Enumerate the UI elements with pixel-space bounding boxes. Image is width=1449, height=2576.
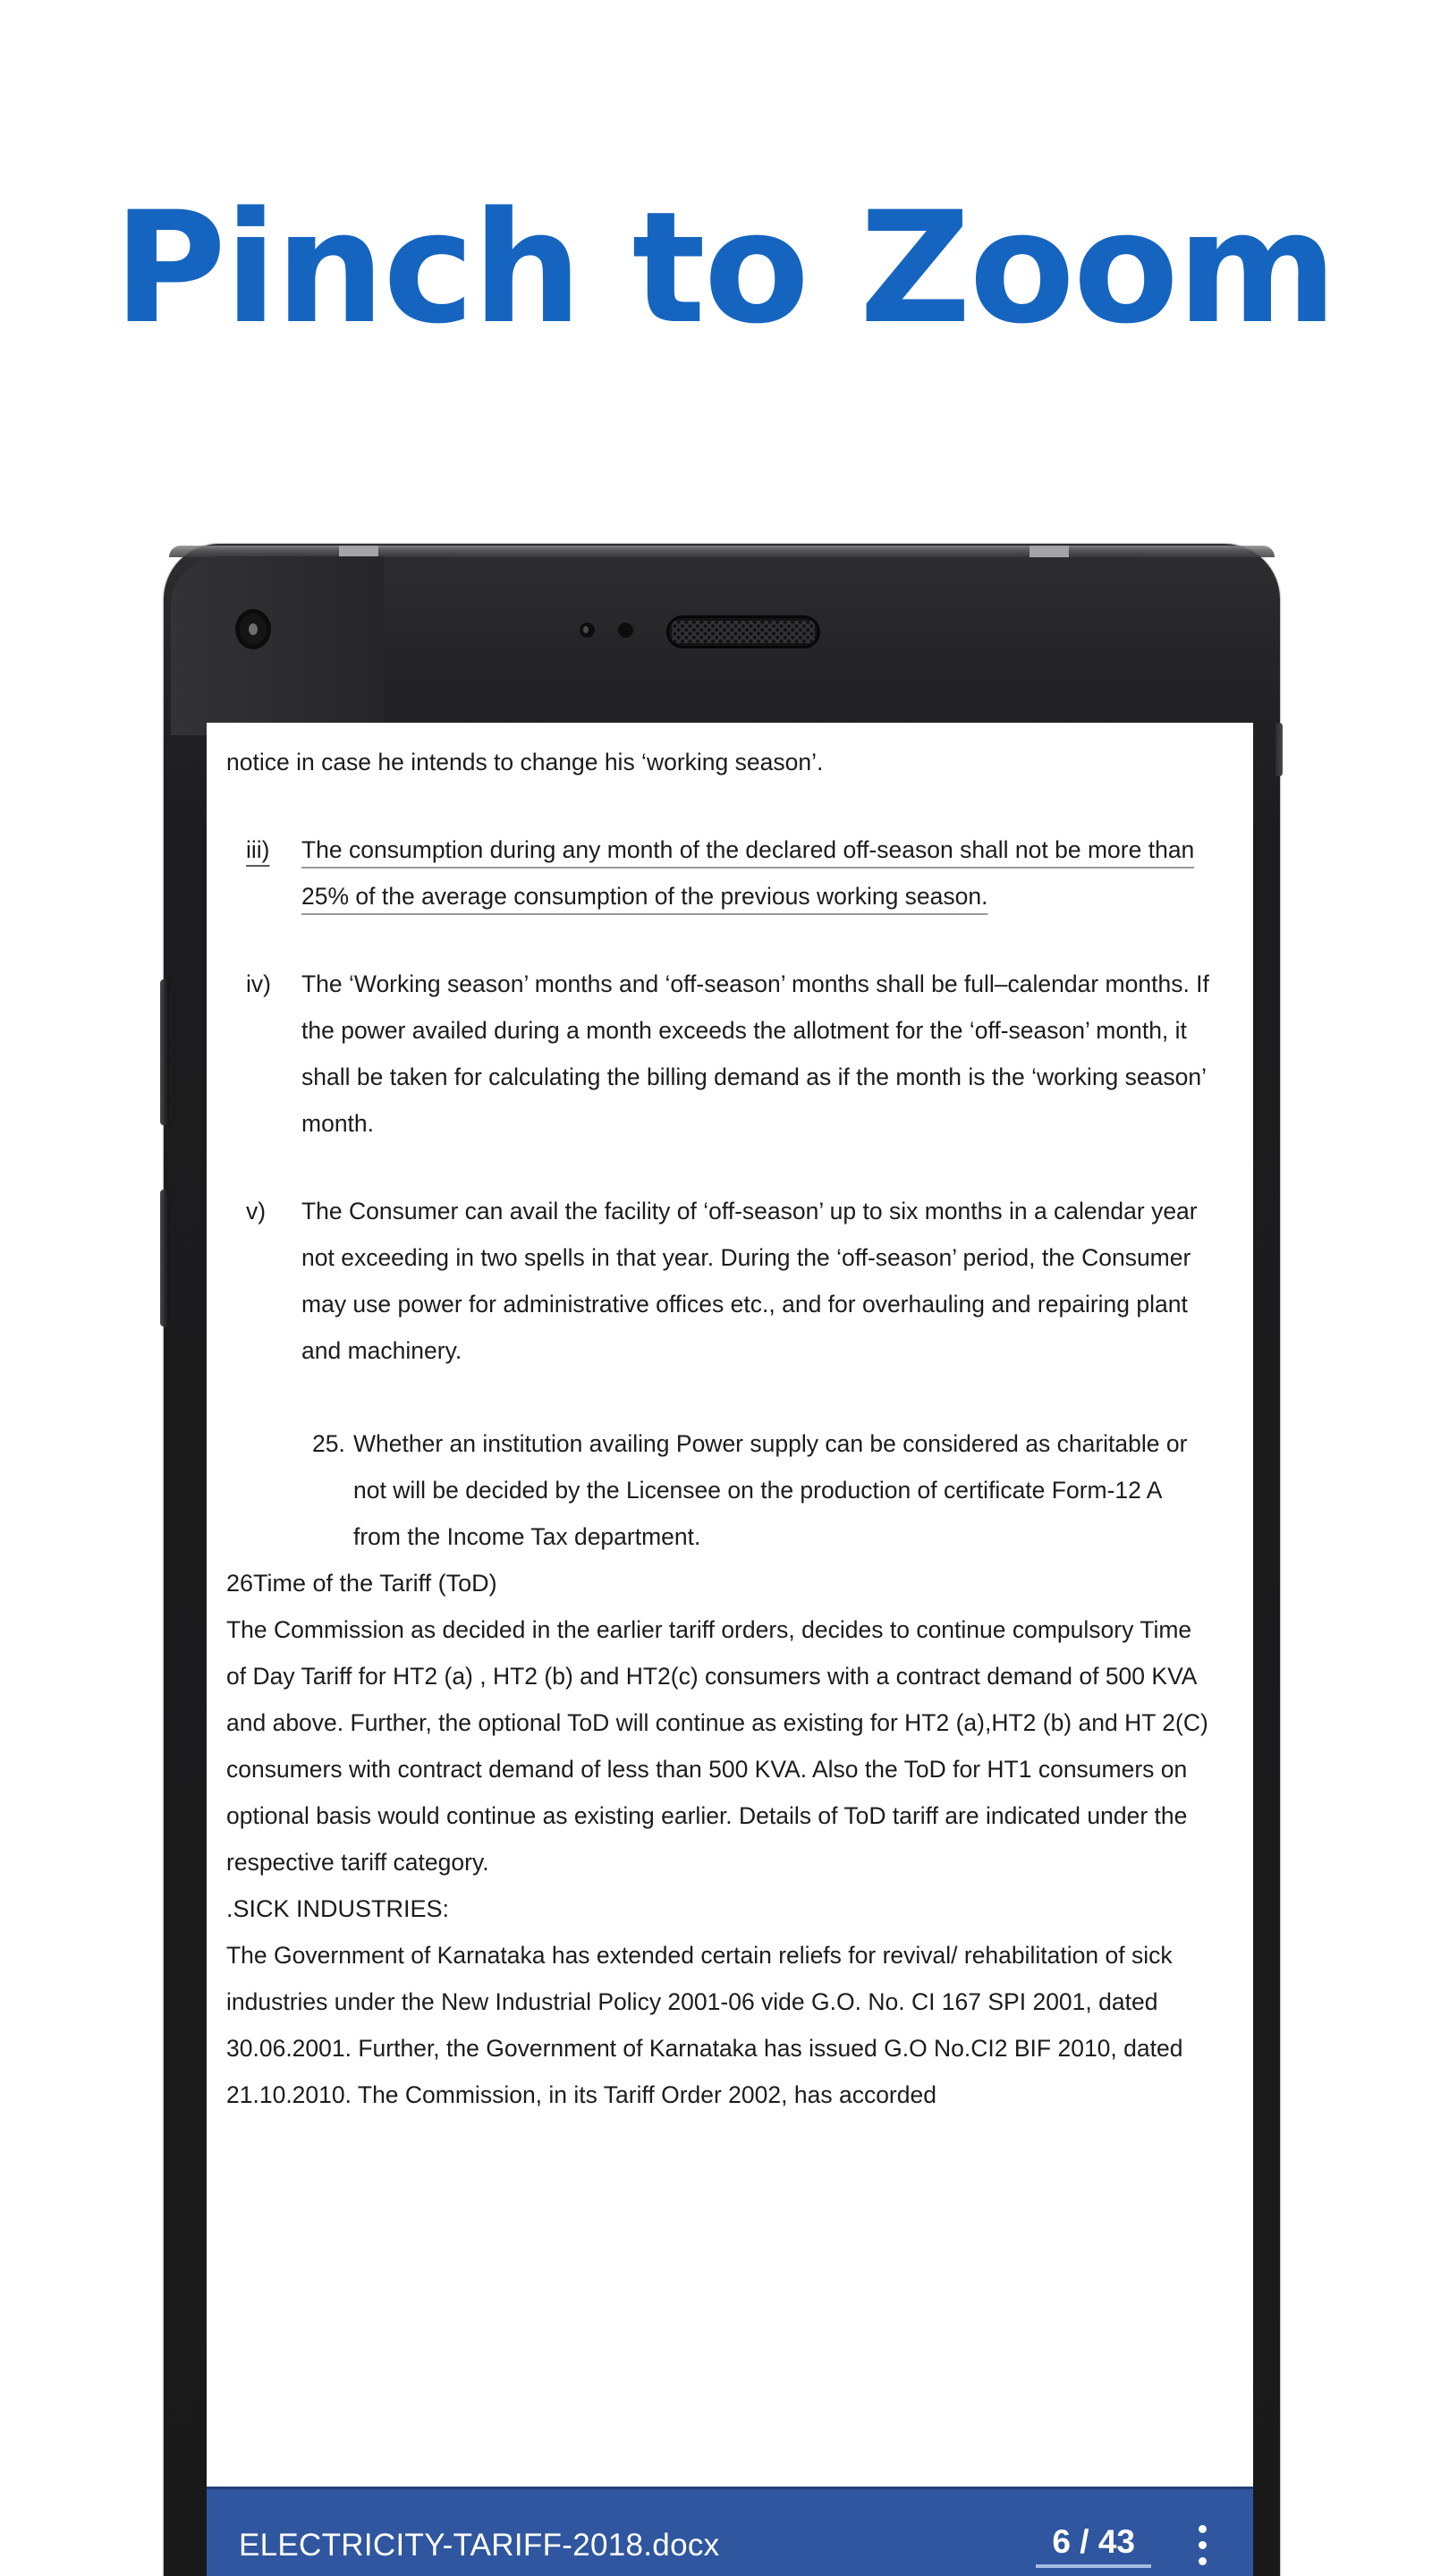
clause-marker: v) bbox=[246, 1198, 267, 1224]
document-heading-sick-industries: .SICK INDUSTRIES: bbox=[226, 1895, 450, 1922]
volume-button[interactable] bbox=[160, 979, 169, 1125]
document-clause-iii bbox=[246, 826, 1233, 919]
earpiece-speaker-icon bbox=[666, 615, 820, 648]
phone-bezel-facet bbox=[171, 556, 384, 735]
page-headline: Pinch to Zoom bbox=[113, 178, 1336, 358]
numbered-item-marker: 25. bbox=[312, 1430, 345, 1457]
front-camera-icon bbox=[235, 609, 271, 649]
kebab-menu-icon[interactable] bbox=[1182, 2518, 1223, 2573]
document-clause-iv bbox=[246, 961, 1233, 1147]
document-viewer[interactable] bbox=[207, 723, 1253, 2487]
kebab-dot bbox=[1199, 2525, 1207, 2533]
document-paragraph-sick-industries: The Government of Karnataka has extended certain reliefs for revival/ rehabilitation of sick industries under the New Industrial Policy 2001-06 vide G.O. No. CI 167 SPI 2001, dated 30.06.2001. Further, the Government of Karnataka has issued G.O No.CI2 BIF 2010, dated 21.10.2010. The Commission, in its Tariff Order 2002, has accorded bbox=[226, 1942, 1183, 2108]
light-sensor-icon bbox=[618, 623, 633, 638]
page-indicator[interactable]: 6 / 43 bbox=[1036, 2523, 1151, 2568]
kebab-dot bbox=[1199, 2557, 1207, 2565]
kebab-dot bbox=[1199, 2541, 1207, 2549]
clause-text: The consumption during any month of the declared off-season shall not be more than 25% of the average consumption of the previous working season. bbox=[301, 836, 1195, 910]
clause-marker: iv) bbox=[246, 970, 271, 997]
document-numbered-item-25 bbox=[312, 1420, 1233, 1560]
document-clause-v bbox=[246, 1188, 1233, 1374]
clause-marker: iii) bbox=[246, 836, 270, 863]
power-button[interactable] bbox=[160, 1190, 169, 1326]
clause-text: The Consumer can avail the facility of ‘off-season’ up to six months in a calendar year not exceeding in two spells in that year. During the ‘off-season’ period, the Consumer may use power for administrative offices etc., and for overhauling and repairing plant and machinery. bbox=[301, 1198, 1198, 1364]
document-paragraph-tod: The Commission as decided in the earlier tariff orders, decides to continue compulsory Time of Day Tariff for HT2 (a) , HT2 (b) and HT2(c) consumers with a contract demand of 500 KVA and above. Further, the optional ToD will continue as existing for HT2 (a),HT2 (b) and HT 2(C) consumers with contract demand of less than 500 KVA. Also the ToD for HT1 consumers on optional basis would continue as existing earlier. Details of ToD tariff are indicated under the respective tariff category. bbox=[226, 1616, 1208, 1876]
document-filename: ELECTRICITY-TARIFF-2018.docx bbox=[239, 2527, 720, 2563]
proximity-sensor-icon bbox=[580, 623, 595, 638]
document-heading-tod: 26Time of the Tariff (ToD) bbox=[226, 1570, 497, 1597]
phone-screen[interactable] bbox=[207, 723, 1253, 2576]
document-lead-paragraph: notice in case he intends to change his ‘working season’. bbox=[226, 749, 824, 775]
clause-text: The ‘Working season’ months and ‘off-season’ months shall be full–calendar months. If the power availed during a month exceeds the allotment for the ‘off-season’ month, it shall be taken for calculating the billing demand as if the month is the ‘working season’ month. bbox=[301, 970, 1209, 1137]
numbered-item-text: Whether an institution availing Power supply can be considered as charitable or not will be decided by the Licensee on the production of certificate Form-12 A from the Income Tax department. bbox=[353, 1430, 1188, 1550]
document-toolbar bbox=[207, 2487, 1253, 2576]
side-button-right[interactable] bbox=[1275, 723, 1283, 776]
phone-mockup bbox=[164, 544, 1280, 2576]
